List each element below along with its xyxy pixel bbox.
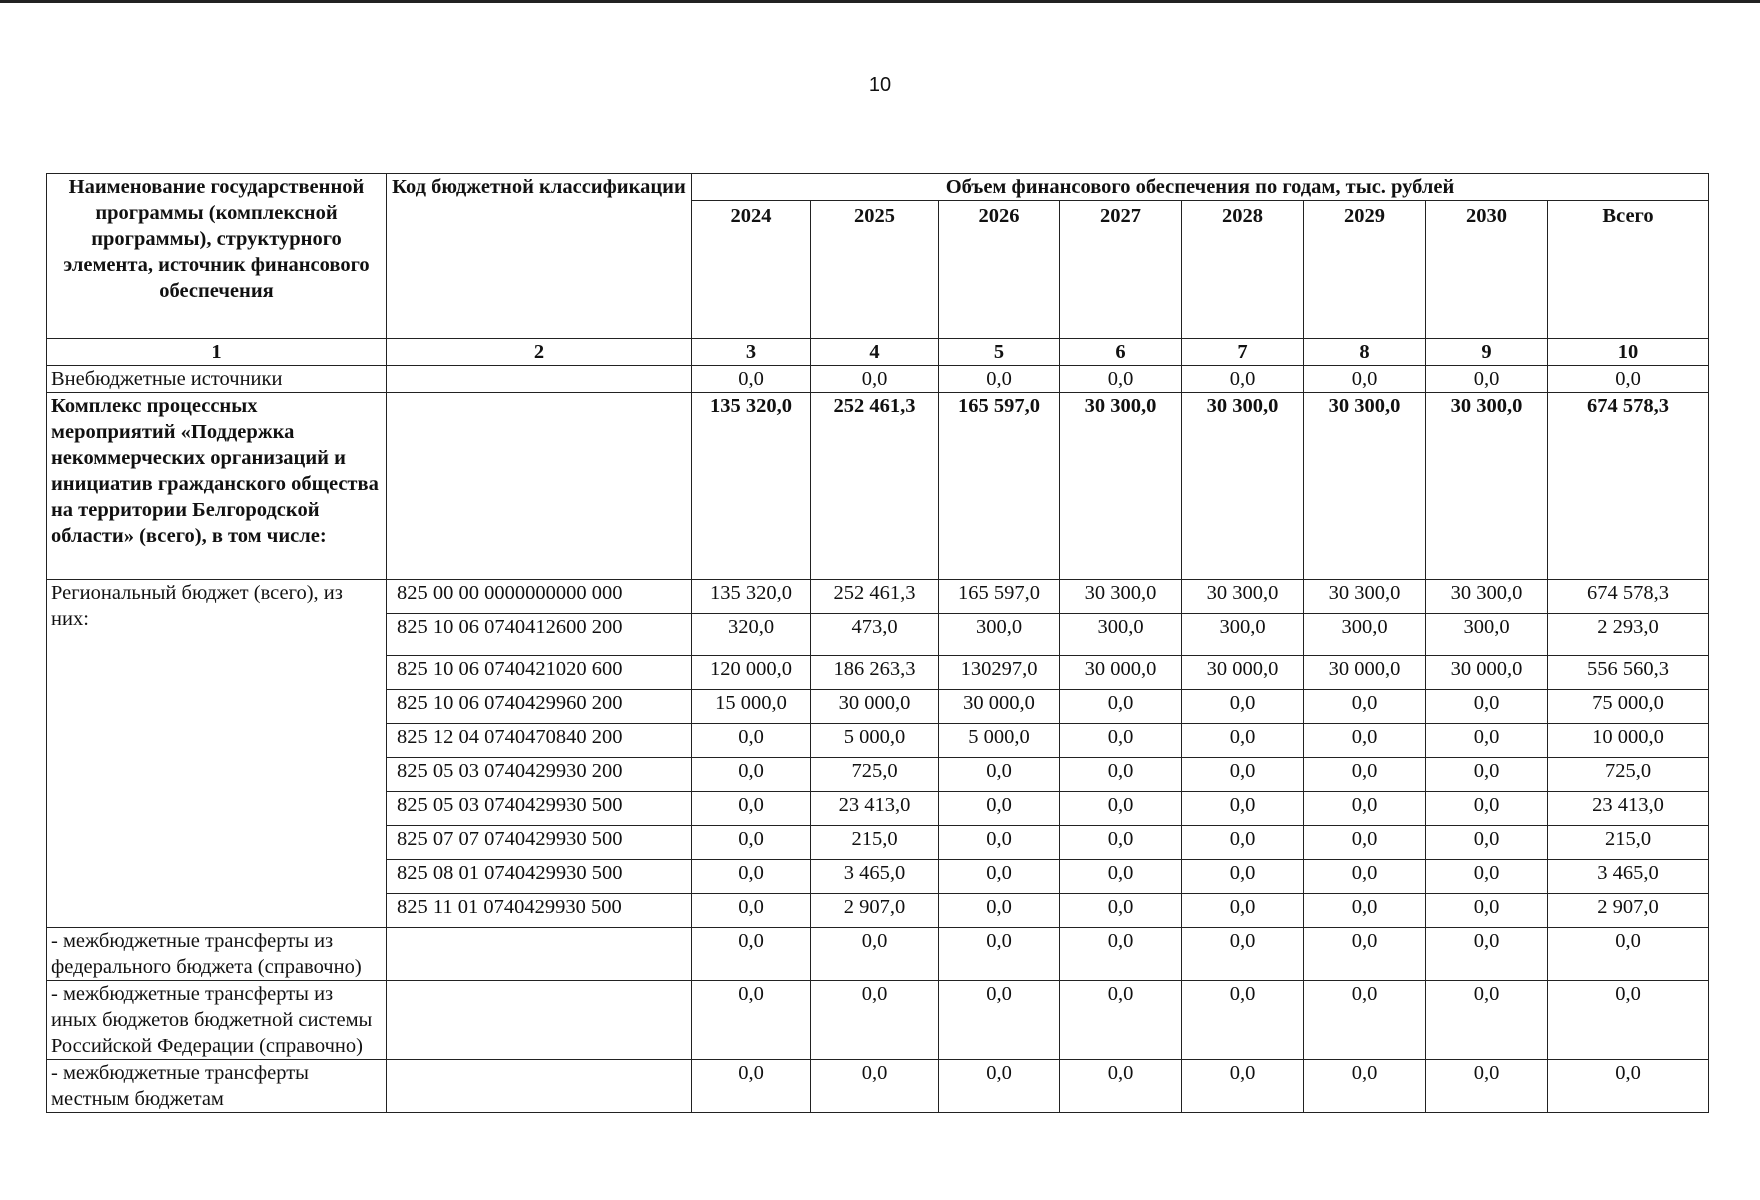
header-code: Код бюджетной классификации [387,174,692,339]
value-cell: 252 461,3 [811,580,939,614]
code-cell-empty [387,928,692,981]
code-cell: 825 08 01 0740429930 500 [387,860,692,894]
value-cell: 0,0 [811,981,939,1060]
column-number: 3 [692,339,811,366]
value-cell: 215,0 [811,826,939,860]
value-cell: 0,0 [692,758,811,792]
code-cell: 825 10 06 0740421020 600 [387,656,692,690]
value-cell: 0,0 [1060,758,1182,792]
other-transfers-row [47,981,1709,1060]
value-cell: 0,0 [1426,860,1548,894]
value-cell: 0,0 [1426,366,1548,393]
value-cell: 0,0 [1060,1060,1182,1113]
code-cell: 825 07 07 0740429930 500 [387,826,692,860]
value-cell: 0,0 [811,1060,939,1113]
value-cell: 0,0 [1304,366,1426,393]
value-cell: 130297,0 [939,656,1060,690]
header-name: Наименование государственной программы (комплексной программы), структурного элемента, источник финансового обеспечения [47,174,387,339]
code-cell: 825 12 04 0740470840 200 [387,724,692,758]
code-cell-empty [387,366,692,393]
value-cell: 0,0 [692,792,811,826]
code-cell: 825 05 03 0740429930 500 [387,792,692,826]
value-cell: 0,0 [1426,1060,1548,1113]
value-cell: 0,0 [692,826,811,860]
value-cell: 2 907,0 [811,894,939,928]
value-cell: 0,0 [1060,981,1182,1060]
value-cell: 0,0 [939,981,1060,1060]
value-cell: 0,0 [1304,981,1426,1060]
value-cell: 23 413,0 [811,792,939,826]
value-cell: 252 461,3 [811,393,939,580]
header-total: Всего [1548,201,1709,339]
value-cell: 30 300,0 [1304,580,1426,614]
header-year: 2025 [811,201,939,339]
column-number: 1 [47,339,387,366]
value-cell: 0,0 [1182,758,1304,792]
value-cell: 215,0 [1548,826,1709,860]
value-cell: 0,0 [1304,1060,1426,1113]
code-cell: 825 00 00 0000000000 000 [387,580,692,614]
value-cell: 0,0 [1304,860,1426,894]
value-cell: 23 413,0 [1548,792,1709,826]
value-cell: 0,0 [1182,981,1304,1060]
complex-row [47,393,1709,580]
value-cell: 0,0 [939,792,1060,826]
value-cell: 0,0 [939,366,1060,393]
header-year: 2030 [1426,201,1548,339]
value-cell: 0,0 [1426,981,1548,1060]
value-cell: 0,0 [1182,894,1304,928]
value-cell: 30 300,0 [1304,393,1426,580]
value-cell: 0,0 [1182,366,1304,393]
value-cell: 0,0 [1182,928,1304,981]
financing-table [46,173,1709,1113]
value-cell: 0,0 [1060,690,1182,724]
value-cell: 0,0 [1426,928,1548,981]
value-cell: 0,0 [1060,366,1182,393]
value-cell: 0,0 [1548,928,1709,981]
value-cell: 0,0 [1426,690,1548,724]
row-name: - межбюджетные трансферты из иных бюджетов бюджетной системы Российской Федерации (справочно) [47,981,387,1060]
value-cell: 0,0 [1304,792,1426,826]
value-cell: 0,0 [1548,981,1709,1060]
value-cell: 300,0 [1060,614,1182,656]
value-cell: 0,0 [1304,928,1426,981]
value-cell: 0,0 [1182,690,1304,724]
value-cell: 2 907,0 [1548,894,1709,928]
value-cell: 3 465,0 [811,860,939,894]
header-year: 2026 [939,201,1060,339]
value-cell: 0,0 [1060,894,1182,928]
value-cell: 0,0 [939,758,1060,792]
header-year: 2028 [1182,201,1304,339]
column-number: 8 [1304,339,1426,366]
value-cell: 320,0 [692,614,811,656]
value-cell: 300,0 [1304,614,1426,656]
value-cell: 0,0 [1426,792,1548,826]
value-cell: 30 300,0 [1060,393,1182,580]
regional-row [47,580,1709,614]
value-cell: 0,0 [1426,894,1548,928]
value-cell: 0,0 [811,366,939,393]
value-cell: 30 000,0 [939,690,1060,724]
value-cell: 0,0 [692,981,811,1060]
value-cell: 30 300,0 [1182,580,1304,614]
column-number: 4 [811,339,939,366]
header-year: 2024 [692,201,811,339]
value-cell: 75 000,0 [1548,690,1709,724]
value-cell: 0,0 [692,928,811,981]
value-cell: 0,0 [692,366,811,393]
value-cell: 0,0 [1304,894,1426,928]
value-cell: 0,0 [692,894,811,928]
code-cell-empty [387,393,692,580]
code-cell-empty [387,981,692,1060]
value-cell: 0,0 [939,928,1060,981]
value-cell: 0,0 [1548,366,1709,393]
value-cell: 3 465,0 [1548,860,1709,894]
value-cell: 0,0 [939,860,1060,894]
value-cell: 0,0 [1304,724,1426,758]
value-cell: 556 560,3 [1548,656,1709,690]
value-cell: 0,0 [692,724,811,758]
value-cell: 473,0 [811,614,939,656]
row-name: Внебюджетные источники [47,366,387,393]
extra-budget-row [47,366,1709,393]
value-cell: 725,0 [811,758,939,792]
value-cell: 30 300,0 [1426,393,1548,580]
value-cell: 0,0 [1182,826,1304,860]
header-year: 2027 [1060,201,1182,339]
value-cell: 0,0 [692,860,811,894]
code-cell: 825 10 06 0740429960 200 [387,690,692,724]
code-cell: 825 10 06 0740412600 200 [387,614,692,656]
column-number: 10 [1548,339,1709,366]
column-number: 2 [387,339,692,366]
value-cell: 135 320,0 [692,393,811,580]
value-cell: 300,0 [1182,614,1304,656]
value-cell: 0,0 [1182,860,1304,894]
column-number: 6 [1060,339,1182,366]
value-cell: 30 000,0 [1060,656,1182,690]
value-cell: 10 000,0 [1548,724,1709,758]
row-name: - межбюджетные трансферты местным бюджетам [47,1060,387,1113]
value-cell: 0,0 [692,1060,811,1113]
value-cell: 0,0 [811,928,939,981]
value-cell: 0,0 [1426,724,1548,758]
value-cell: 0,0 [1426,826,1548,860]
value-cell: 135 320,0 [692,580,811,614]
page-number: 10 [868,74,892,96]
row-name: - межбюджетные трансферты из федерального бюджета (справочно) [47,928,387,981]
value-cell: 0,0 [1304,690,1426,724]
header-volume: Объем финансового обеспечения по годам, тыс. рублей [692,174,1709,201]
header-year: 2029 [1304,201,1426,339]
value-cell: 0,0 [1182,1060,1304,1113]
value-cell: 0,0 [1304,826,1426,860]
value-cell: 30 000,0 [1182,656,1304,690]
header-row-title [47,174,1709,201]
local-transfers-row [47,1060,1709,1113]
value-cell: 5 000,0 [939,724,1060,758]
value-cell: 0,0 [939,1060,1060,1113]
value-cell: 30 000,0 [1304,656,1426,690]
value-cell: 0,0 [1182,724,1304,758]
value-cell: 30 300,0 [1060,580,1182,614]
value-cell: 674 578,3 [1548,580,1709,614]
value-cell: 300,0 [939,614,1060,656]
code-cell: 825 05 03 0740429930 200 [387,758,692,792]
column-number: 7 [1182,339,1304,366]
value-cell: 0,0 [1060,860,1182,894]
value-cell: 0,0 [1060,826,1182,860]
value-cell: 0,0 [1426,758,1548,792]
value-cell: 165 597,0 [939,393,1060,580]
value-cell: 5 000,0 [811,724,939,758]
value-cell: 120 000,0 [692,656,811,690]
value-cell: 0,0 [1304,758,1426,792]
value-cell: 0,0 [939,894,1060,928]
value-cell: 0,0 [1548,1060,1709,1113]
value-cell: 0,0 [1182,792,1304,826]
value-cell: 186 263,3 [811,656,939,690]
value-cell: 300,0 [1426,614,1548,656]
value-cell: 725,0 [1548,758,1709,792]
value-cell: 30 000,0 [811,690,939,724]
column-number: 9 [1426,339,1548,366]
value-cell: 0,0 [939,826,1060,860]
value-cell: 2 293,0 [1548,614,1709,656]
column-numbers-row [47,339,1709,366]
code-cell-empty [387,1060,692,1113]
value-cell: 165 597,0 [939,580,1060,614]
column-number: 5 [939,339,1060,366]
row-name: Региональный бюджет (всего), из них: [47,580,387,928]
value-cell: 30 300,0 [1426,580,1548,614]
code-cell: 825 11 01 0740429930 500 [387,894,692,928]
value-cell: 0,0 [1060,724,1182,758]
value-cell: 30 300,0 [1182,393,1304,580]
value-cell: 0,0 [1060,792,1182,826]
value-cell: 15 000,0 [692,690,811,724]
value-cell: 674 578,3 [1548,393,1709,580]
row-name: Комплекс процессных мероприятий «Поддержка некоммерческих организаций и инициатив гражданского общества на территории Белгородской области» (всего), в том числе: [47,393,387,580]
federal-transfers-row [47,928,1709,981]
top-rule [0,0,1760,3]
value-cell: 0,0 [1060,928,1182,981]
value-cell: 30 000,0 [1426,656,1548,690]
